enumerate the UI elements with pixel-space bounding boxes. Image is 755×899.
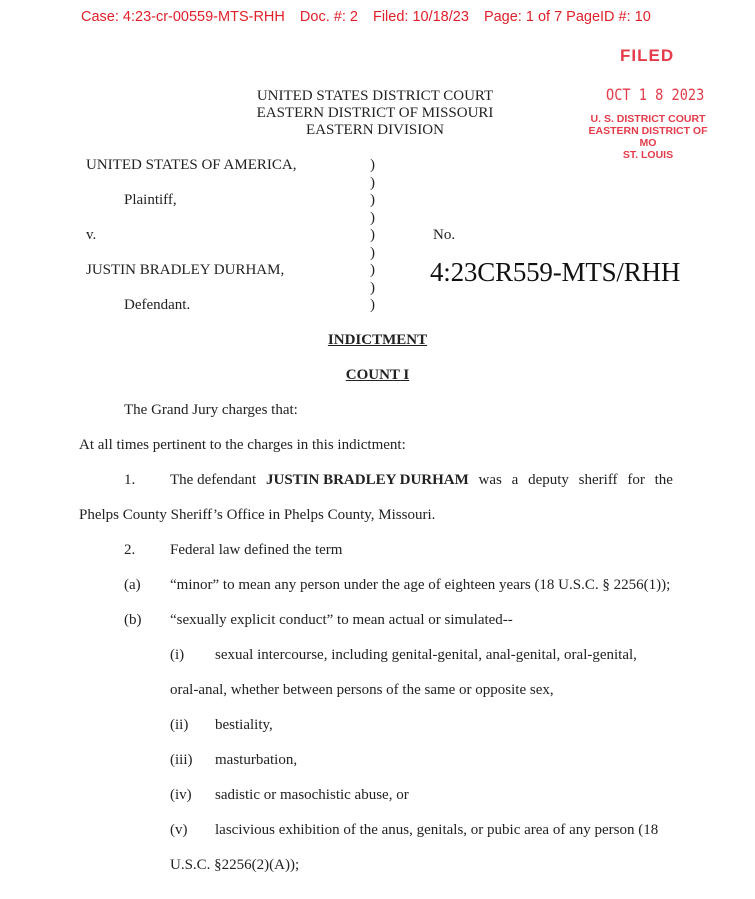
paragraph-number: 2.	[124, 542, 136, 558]
paren: )	[370, 209, 375, 226]
p1-word: for	[627, 472, 645, 488]
page-info-header: Page: 1 of 7 PageID #: 10	[483, 9, 651, 25]
defendant-name-bold: JUSTIN BRADLEY DURHAM	[265, 472, 469, 488]
paren: )	[370, 244, 375, 261]
p1-pre: The defendant	[170, 472, 257, 488]
paragraph-1-line	[170, 472, 673, 489]
p1-word: deputy	[528, 472, 569, 488]
p1-word: the	[654, 472, 673, 488]
pertinent-line: At all times pertinent to the charges in this indictment:	[79, 437, 406, 453]
subitem-label: (iv)	[170, 787, 192, 803]
charges-line: The Grand Jury charges that:	[124, 402, 298, 418]
court-district: EASTERN DISTRICT OF MISSOURI	[256, 105, 494, 121]
subitem-label: (v)	[170, 822, 188, 838]
stamp-court-line3: ST. LOUIS	[622, 149, 674, 161]
paren: )	[370, 192, 375, 208]
item-b-text: “sexually explicit conduct” to mean actual or simulated--	[170, 612, 513, 628]
paren: )	[370, 174, 375, 191]
filed-date-header: Filed: 10/18/23	[372, 9, 469, 25]
plaintiff-role: Plaintiff,	[124, 192, 177, 208]
item-a-text: “minor” to mean any person under the age of eighteen years (18 U.S.C. § 2256(1));	[170, 577, 671, 593]
paren: )	[370, 297, 375, 313]
item-label: (b)	[124, 612, 142, 628]
case-number: 4:23CR559-MTS/RHH	[430, 257, 681, 287]
paragraph-number: 1.	[124, 472, 136, 488]
paren: )	[370, 157, 375, 173]
filed-stamp-title: FILED	[620, 46, 675, 65]
subitem-i-text: sexual intercourse, including genital-genital, anal-genital, oral-genital,	[215, 647, 637, 663]
subitem-v-text: lascivious exhibition of the anus, genitals, or pubic area of any person (18	[215, 822, 659, 838]
court-name: UNITED STATES DISTRICT COURT	[256, 88, 494, 104]
paragraph-1-line2: Phelps County Sheriff’s Office in Phelps County, Missouri.	[79, 507, 436, 523]
paren: )	[370, 279, 375, 296]
paragraph-2-text: Federal law defined the term	[170, 542, 343, 558]
subitem-iii-text: masturbation,	[215, 752, 298, 768]
subitem-v-line2: U.S.C. §2256(2)(A));	[170, 857, 300, 873]
no-label: No.	[433, 227, 456, 243]
subitem-iv-text: sadistic or masochistic abuse, or	[215, 787, 409, 803]
filed-stamp-court	[584, 113, 712, 161]
count-title: COUNT I	[345, 367, 410, 383]
court-title	[245, 88, 505, 139]
paren: )	[370, 227, 375, 243]
p1-word: sheriff	[578, 472, 618, 488]
filed-stamp-date: OCT 1 8 2023	[606, 85, 705, 104]
court-division: EASTERN DIVISION	[306, 122, 444, 138]
stamp-court-line2: EASTERN DISTRICT OF MO	[588, 125, 708, 149]
subitem-i-line2: oral-anal, whether between persons of the same or opposite sex,	[170, 682, 554, 698]
p1-word: a	[511, 472, 519, 488]
subitem-label: (ii)	[170, 717, 189, 733]
subitem-ii-text: bestiality,	[215, 717, 273, 733]
defendant-role: Defendant.	[124, 297, 191, 313]
indictment-title: INDICTMENT	[327, 332, 428, 348]
doc-number-header: Doc. #: 2	[299, 9, 358, 25]
defendant-name: JUSTIN BRADLEY DURHAM,	[86, 262, 285, 278]
paren: )	[370, 262, 375, 278]
subitem-label: (iii)	[170, 752, 193, 768]
stamp-court-line1: U. S. DISTRICT COURT	[590, 113, 706, 125]
caption-parentheses	[370, 157, 380, 315]
plaintiff-name: UNITED STATES OF AMERICA,	[86, 157, 297, 173]
item-label: (a)	[124, 577, 141, 593]
p1-word: was	[478, 472, 502, 488]
ecf-header	[81, 9, 662, 25]
case-number-header: Case: 4:23-cr-00559-MTS-RHH	[81, 9, 285, 25]
versus: v.	[86, 227, 97, 243]
subitem-label: (i)	[170, 647, 185, 663]
